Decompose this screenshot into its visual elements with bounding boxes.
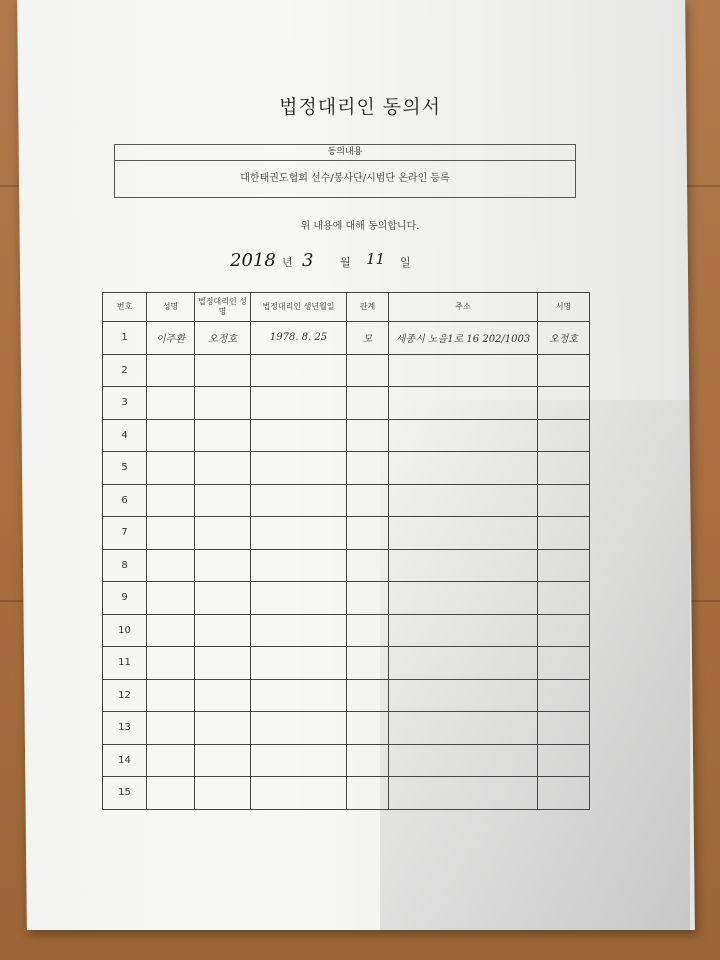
consent-body: 대한태권도협회 선수/봉사단/시범단 온라인 등록: [240, 173, 450, 184]
row-guardian-birthdate[interactable]: [251, 419, 347, 452]
row-signature[interactable]: [538, 582, 590, 615]
row-number: 12: [103, 679, 147, 712]
row-relation[interactable]: [347, 712, 389, 745]
row-guardian-name[interactable]: [195, 387, 251, 420]
row-relation[interactable]: [347, 679, 389, 712]
row-name[interactable]: [147, 387, 195, 420]
row-guardian-name[interactable]: [195, 517, 251, 550]
row-signature[interactable]: [538, 647, 590, 680]
table-row: [103, 322, 590, 355]
row-guardian-birthdate[interactable]: [251, 452, 347, 485]
row-signature[interactable]: [538, 614, 590, 647]
row-number: 6: [103, 484, 147, 517]
row-guardian-birthdate[interactable]: [251, 614, 347, 647]
row-guardian-birthdate[interactable]: [251, 679, 347, 712]
row-relation[interactable]: [347, 549, 389, 582]
date-day-unit: 일: [400, 256, 411, 269]
row-signature[interactable]: [538, 419, 590, 452]
table-row: [103, 517, 590, 550]
row-address[interactable]: [389, 517, 538, 550]
document-title: 법정대리인 동의서: [279, 96, 441, 118]
row-relation[interactable]: [347, 582, 389, 615]
date-month: 3: [302, 250, 314, 271]
row-name[interactable]: [147, 647, 195, 680]
row-guardian-birthdate[interactable]: [251, 549, 347, 582]
row-guardian-birthdate[interactable]: 1978. 8. 25: [251, 322, 347, 355]
row-address[interactable]: [389, 354, 538, 387]
row-guardian-birthdate[interactable]: [251, 354, 347, 387]
row-signature[interactable]: [538, 777, 590, 810]
row-signature[interactable]: [538, 452, 590, 485]
row-name[interactable]: [147, 614, 195, 647]
row-address[interactable]: [389, 452, 538, 485]
row-signature[interactable]: [538, 517, 590, 550]
row-address[interactable]: [389, 744, 538, 777]
agree-statement: 위 내용에 대해 동의합니다.: [300, 221, 420, 232]
row-signature[interactable]: [538, 484, 590, 517]
row-name[interactable]: [147, 777, 195, 810]
table-row: [103, 484, 590, 517]
row-relation[interactable]: [347, 744, 389, 777]
row-number: 13: [103, 712, 147, 745]
row-address[interactable]: [389, 679, 538, 712]
row-number: 15: [103, 777, 147, 810]
row-address[interactable]: [389, 582, 538, 615]
row-address[interactable]: 세종시 노을1로 16 202/1003: [389, 322, 538, 355]
row-signature[interactable]: [538, 712, 590, 745]
row-relation[interactable]: [347, 614, 389, 647]
header-relation: 관계: [347, 293, 389, 322]
row-address[interactable]: [389, 712, 538, 745]
table-row: [103, 452, 590, 485]
table-row: [103, 777, 590, 810]
row-guardian-birthdate[interactable]: [251, 484, 347, 517]
row-address[interactable]: [389, 484, 538, 517]
row-number: 3: [103, 387, 147, 420]
row-guardian-name[interactable]: 오정호: [195, 322, 251, 355]
header-address: 주소: [389, 293, 538, 322]
row-guardian-birthdate[interactable]: [251, 712, 347, 745]
row-name[interactable]: [147, 549, 195, 582]
row-guardian-birthdate[interactable]: [251, 744, 347, 777]
row-guardian-name[interactable]: [195, 484, 251, 517]
date-day: 11: [366, 250, 386, 268]
row-guardian-birthdate[interactable]: [251, 387, 347, 420]
row-address[interactable]: [389, 549, 538, 582]
row-relation[interactable]: [347, 647, 389, 680]
row-relation[interactable]: [347, 517, 389, 550]
row-guardian-name[interactable]: [195, 712, 251, 745]
table-row: [103, 647, 590, 680]
row-name[interactable]: [147, 484, 195, 517]
row-number: 7: [103, 517, 147, 550]
table-row: [103, 744, 590, 777]
consent-box: [114, 144, 576, 198]
row-name[interactable]: [147, 582, 195, 615]
header-guardian-birthdate: 법정대리인 생년월일: [251, 293, 347, 322]
row-relation[interactable]: [347, 484, 389, 517]
header-guardian-name: 법정대리인 성명: [195, 293, 251, 322]
table-row: [103, 712, 590, 745]
header-number: 번호: [103, 293, 147, 322]
row-name[interactable]: [147, 452, 195, 485]
row-relation[interactable]: [347, 419, 389, 452]
row-relation[interactable]: 모: [347, 322, 389, 355]
row-signature[interactable]: [538, 549, 590, 582]
date-row: [228, 248, 428, 278]
row-guardian-name[interactable]: [195, 582, 251, 615]
row-name[interactable]: [147, 744, 195, 777]
row-address[interactable]: [389, 614, 538, 647]
row-guardian-name[interactable]: [195, 419, 251, 452]
row-guardian-name[interactable]: [195, 647, 251, 680]
row-guardian-name[interactable]: [195, 777, 251, 810]
table-row: [103, 549, 590, 582]
row-guardian-birthdate[interactable]: [251, 777, 347, 810]
row-number: 14: [103, 744, 147, 777]
row-relation[interactable]: [347, 452, 389, 485]
row-guardian-name[interactable]: [195, 354, 251, 387]
row-signature[interactable]: [538, 679, 590, 712]
row-name[interactable]: [147, 517, 195, 550]
row-guardian-name[interactable]: [195, 452, 251, 485]
header-signature: 서명: [538, 293, 590, 322]
date-year-unit: 년: [282, 256, 293, 269]
row-number: 11: [103, 647, 147, 680]
row-address[interactable]: [389, 647, 538, 680]
registration-table: [102, 292, 590, 810]
row-relation[interactable]: [347, 354, 389, 387]
row-name[interactable]: 이주환: [147, 322, 195, 355]
consent-header: 동의내용: [115, 145, 575, 161]
row-guardian-birthdate[interactable]: [251, 647, 347, 680]
table-row: [103, 387, 590, 420]
row-address[interactable]: [389, 387, 538, 420]
row-number: 5: [103, 452, 147, 485]
row-guardian-name[interactable]: [195, 679, 251, 712]
date-year: 2018: [230, 250, 276, 271]
row-address[interactable]: [389, 777, 538, 810]
row-number: 2: [103, 354, 147, 387]
table-row: [103, 582, 590, 615]
row-relation[interactable]: [347, 387, 389, 420]
header-name: 성명: [147, 293, 195, 322]
table-row: [103, 419, 590, 452]
row-signature[interactable]: [538, 387, 590, 420]
row-signature[interactable]: 오정호: [538, 322, 590, 355]
row-number: 9: [103, 582, 147, 615]
row-name[interactable]: [147, 419, 195, 452]
row-guardian-birthdate[interactable]: [251, 517, 347, 550]
row-guardian-birthdate[interactable]: [251, 582, 347, 615]
date-month-unit: 월: [340, 256, 351, 269]
row-name[interactable]: [147, 712, 195, 745]
row-name[interactable]: [147, 679, 195, 712]
table-row: [103, 679, 590, 712]
row-number: 4: [103, 419, 147, 452]
row-address[interactable]: [389, 419, 538, 452]
table-row: [103, 614, 590, 647]
table-header-row: [103, 293, 590, 322]
row-name[interactable]: [147, 354, 195, 387]
row-guardian-name[interactable]: [195, 744, 251, 777]
row-number: 8: [103, 549, 147, 582]
row-signature[interactable]: [538, 744, 590, 777]
row-guardian-name[interactable]: [195, 549, 251, 582]
row-number: 10: [103, 614, 147, 647]
row-number: 1: [103, 322, 147, 355]
row-relation[interactable]: [347, 777, 389, 810]
row-signature[interactable]: [538, 354, 590, 387]
row-guardian-name[interactable]: [195, 614, 251, 647]
table-row: [103, 354, 590, 387]
